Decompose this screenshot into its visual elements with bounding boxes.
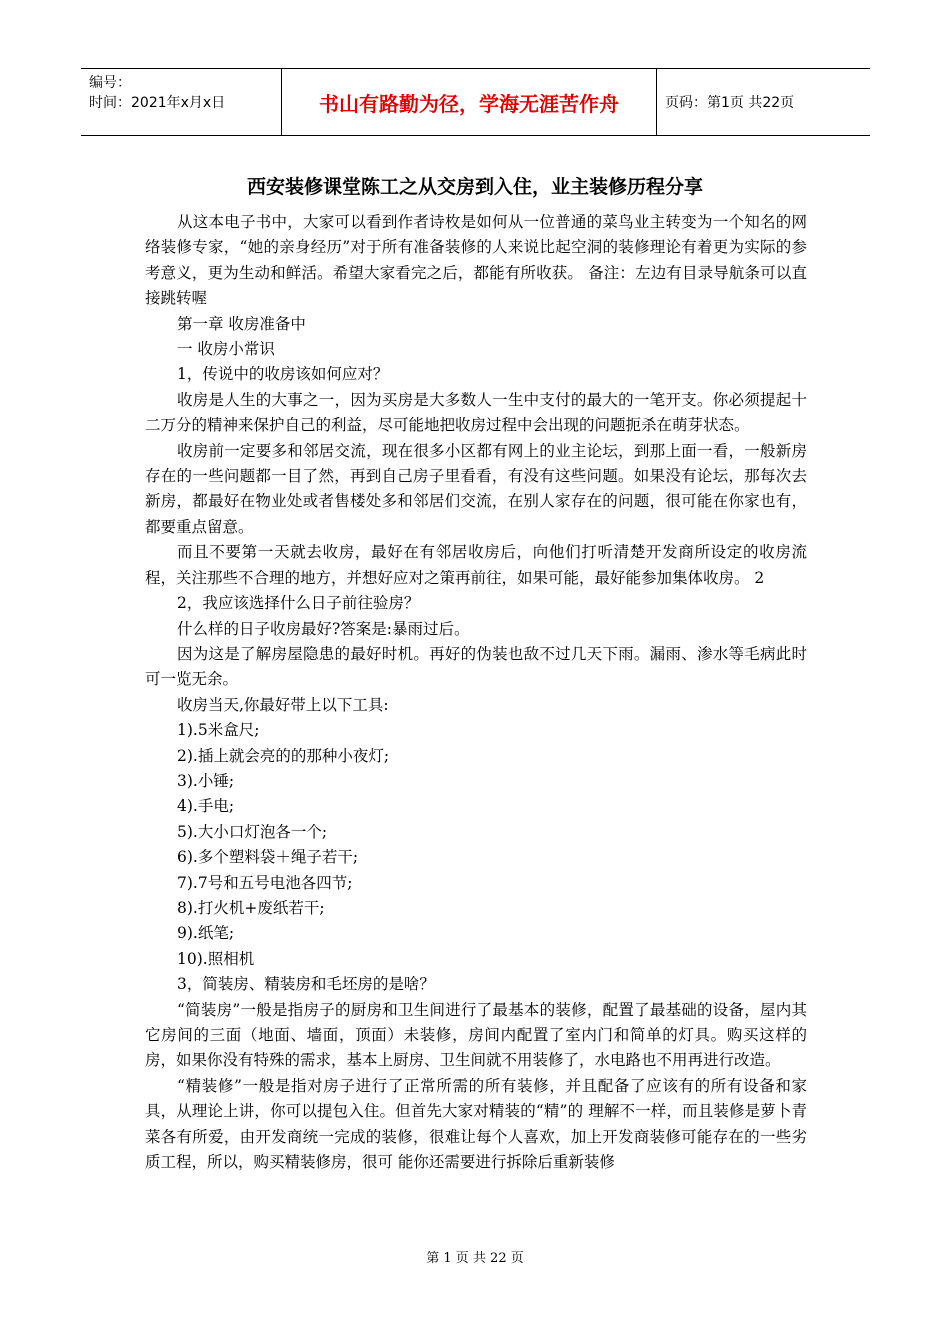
body-paragraph: 而且不要第一天就去收房，最好在有邻居收房后，向他们打听清楚开发商所设定的收房流程，关注那些不合理的地方，并想好应对之策再前往，如果可能，最好能参加集体收房。 2 xyxy=(145,543,807,587)
body-paragraph: 6).多个塑料袋＋绳子若干; xyxy=(177,848,359,867)
body-paragraph: 2，我应该选择什么日子前往验房？ xyxy=(177,594,420,613)
body-paragraph: 因为这是了解房屋隐患的最好时机。再好的伪装也敌不过几天下雨。漏雨、渗水等毛病此时可一览无余。 xyxy=(145,644,807,689)
body-paragraph: 2).插上就会亮的的那种小夜灯; xyxy=(177,746,390,765)
document-body xyxy=(145,210,807,1175)
body-paragraph: 收房当天,你最好带上以下工具: xyxy=(177,695,389,714)
body-paragraph: 7).7号和五号电池各四节; xyxy=(177,873,353,892)
body-paragraph: 1).5米盒尺; xyxy=(177,721,260,740)
page-footer: 第 1 页 共 22 页 xyxy=(426,1251,524,1266)
page-header xyxy=(81,68,870,136)
body-paragraph: 5).大小口灯泡各一个; xyxy=(177,822,328,841)
header-motto: 书山有路勤为径，学海无涯苦作舟 xyxy=(281,69,657,135)
body-paragraph: 1，传说中的收房该如何应对？ xyxy=(177,365,389,384)
header-meta xyxy=(81,69,281,135)
body-paragraph: 从这本电子书中，大家可以看到作者诗枚是如何从一位普通的菜鸟业主转变为一个知名的网络装修专家，“她的亲身经历”对于所有准备装修的人来说比起空洞的装修理论有着更为实际的参考意义，更为生动和鲜活。希望大家看完之后，都能有所收获。 备注：左边有目录导航条可以直接跳转喔 xyxy=(145,213,807,308)
body-paragraph: 3).小锤; xyxy=(177,771,235,790)
number-label: 编号： xyxy=(89,75,131,91)
time-label: 时间：2021年x月x日 xyxy=(89,95,226,111)
body-paragraph: 4).手电; xyxy=(177,797,235,816)
header-page-label: 页码：第1页 共22页 xyxy=(665,95,795,111)
body-paragraph: 3，简装房、精装房和毛坯房的是啥？ xyxy=(177,975,435,994)
body-paragraph: 9).纸笔; xyxy=(177,924,235,943)
body-paragraph: 收房前一定要多和邻居交流，现在很多小区都有网上的业主论坛，到那上面一看，一般新房存在的一些问题都一目了然，再到自己房子里看看，有没有这些问题。如果没有论坛，那每次去新房，都最好在物业处或者售楼处多和邻居们交流，在别人家存在的问题，很可能在你家也有，都要重点留意。 xyxy=(145,441,807,536)
body-paragraph: 8).打火机+废纸若干; xyxy=(177,898,325,917)
body-paragraph: “精装修”一般是指对房子进行了正常所需的所有装修，并且配备了应该有的所有设备和家具，从理论上讲，你可以提包入住。但首先大家对精装的“精”的 理解不一样，而且装修是萝卜青菜各有所爱，由开发商统一完成的装修，很难让每个人喜欢，加上开发商装修可能存在的一些劣质工程，所以，购买精装修房，很可 能你还需要进行拆除后重新装修 xyxy=(145,1076,807,1172)
body-paragraph: “简装房”一般是指房子的厨房和卫生间进行了最基本的装修，配置了最基础的设备，屋内其它房间的三面（地面、墙面，顶面）未装修，房间内配置了室内门和简单的灯具。购买这样的房，如果你没有特殊的需求，基本上厨房、卫生间就不用装修了，水电路也不用再进行改造。 xyxy=(145,1000,807,1070)
body-paragraph: 一 收房小常识 xyxy=(177,340,275,359)
body-paragraph: 第一章 收房准备中 xyxy=(177,314,306,333)
body-paragraph: 10).照相机 xyxy=(177,949,255,968)
document-title: 西安装修课堂陈工之从交房到入住，业主装修历程分享 xyxy=(246,176,703,198)
body-paragraph: 收房是人生的大事之一，因为买房是大多数人一生中支付的最大的一笔开支。你必须提起十二万分的精神来保护自己的利益，尽可能地把收房过程中会出现的问题扼杀在萌芽状态。 xyxy=(145,390,807,435)
body-paragraph: 什么样的日子收房最好?答案是:暴雨过后。 xyxy=(177,619,470,638)
